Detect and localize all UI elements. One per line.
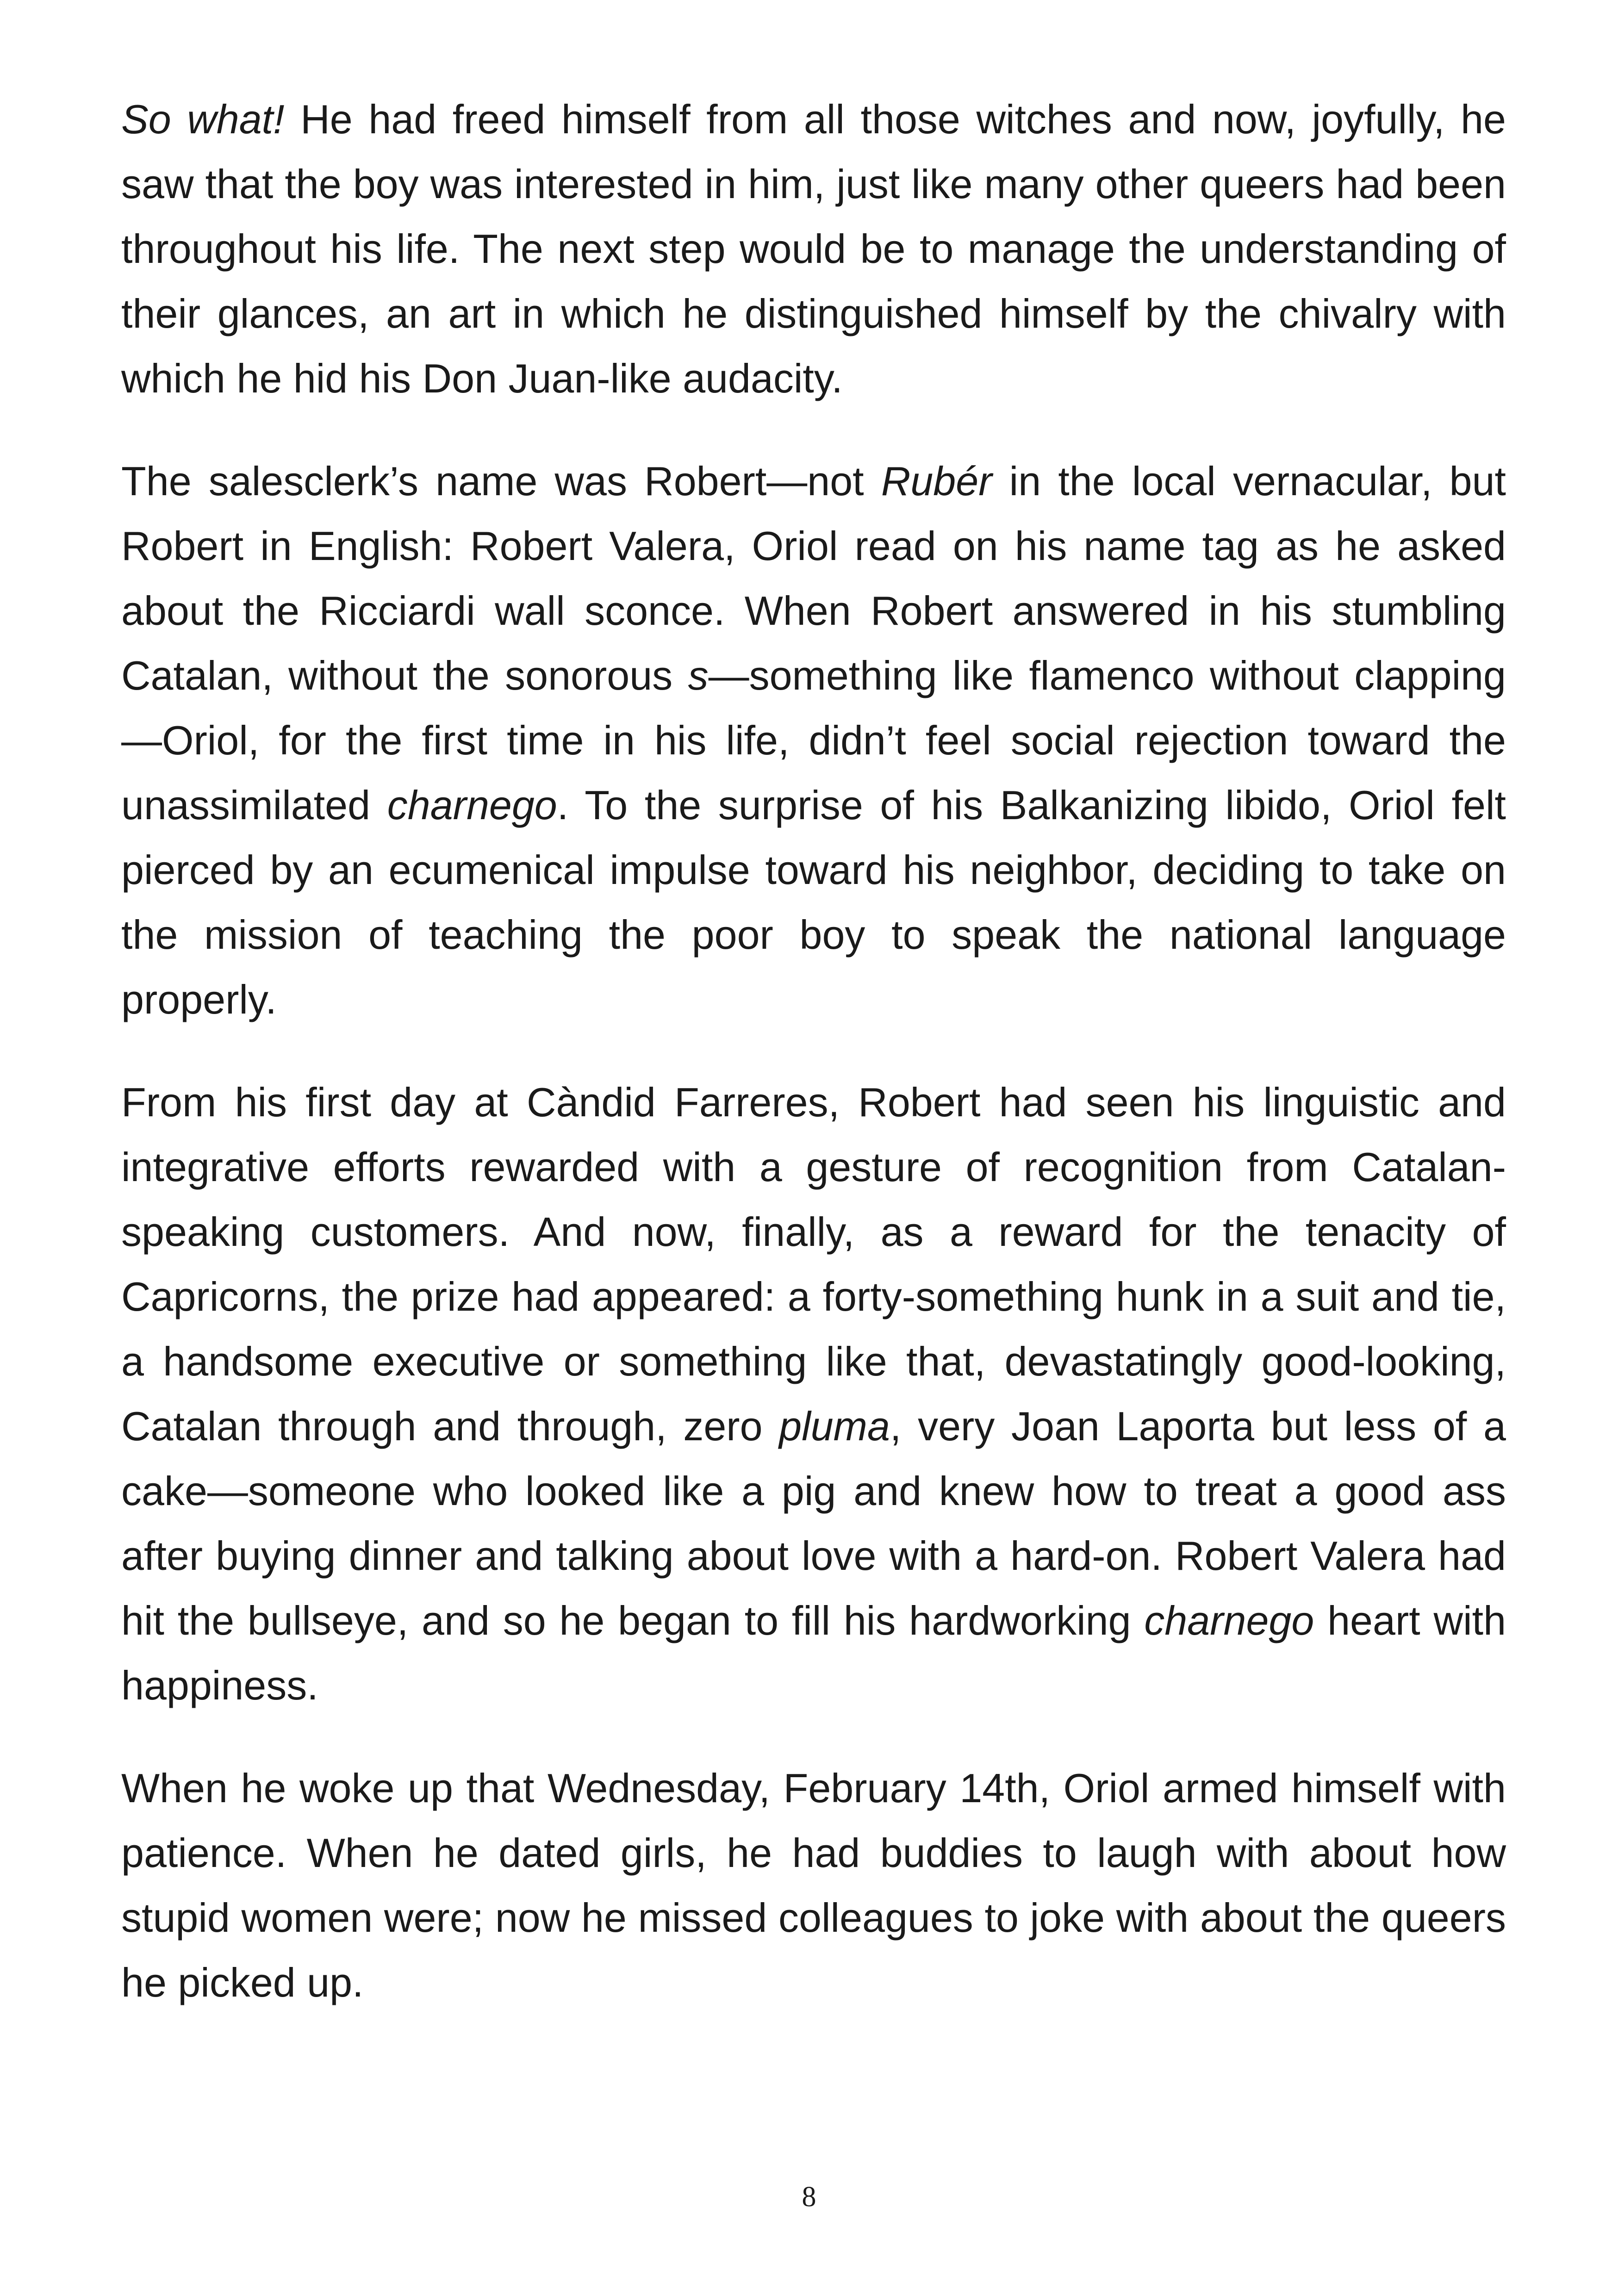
paragraph-text: . To the surprise of his Balkanizing libido, Oriol felt pierced by an ecumenical impulse toward his neighbor, deciding to take on the mission of teaching the poor boy to speak the national language properly. <box>121 782 1506 1022</box>
page-number: 8 <box>802 2181 816 2213</box>
paragraph-2 <box>121 449 1506 1032</box>
paragraph-text: heart with happiness. <box>121 1598 1506 1708</box>
paragraph-text: When he woke up that Wednesday, February 14th, Oriol armed himself with patience. When he dated girls, he had buddies to laugh with about how stupid women were; now he missed colleagues to joke with about the queers he picked up. <box>121 1765 1506 2005</box>
paragraph-3 <box>121 1070 1506 1718</box>
paragraph-text: The salesclerk’s name was Robert—not <box>121 458 881 504</box>
paragraph-text: in the local vernacular, but Robert in English: Robert Valera, Oriol read on his name tag as he asked about the Ricciardi wall sconce. When Robert answered in his stumbling Catalan, without the sonorous <box>121 458 1506 698</box>
italic-phrase: s <box>688 653 709 698</box>
paragraph-text: , very Joan Laporta but less of a cake—someone who looked like a pig and knew how to treat a good ass after buying dinner and talking about love with a hard-on. Robert Valera had hit the bullseye, and so he began to fill his hardworking <box>121 1403 1506 1643</box>
book-page-body <box>121 87 1506 2053</box>
paragraph-4 <box>121 1756 1506 2015</box>
paragraph-text: From his first day at Càndid Farreres, Robert had seen his linguistic and integrative efforts rewarded with a gesture of recognition from Catalan-speaking customers. And now, finally, as a reward for the tenacity of Capricorns, the prize had appeared: a forty-something hunk in a suit and tie, a handsome executive or something like that, devastatingly good-looking, Catalan through and through, zero <box>121 1079 1506 1449</box>
italic-phrase: charnego <box>387 782 557 828</box>
italic-phrase: So what! <box>121 96 285 142</box>
paragraph-text: He had freed himself from all those witches and now, joyfully, he saw that the boy was interested in him, just like many other queers had been throughout his life. The next step would be to manage the understanding of their glances, an art in which he distinguished himself by the chivalry with which he hid his Don Juan-like audacity. <box>121 96 1506 401</box>
italic-phrase: pluma <box>779 1403 890 1449</box>
italic-phrase: Rubér <box>881 458 992 504</box>
paragraph-1 <box>121 87 1506 411</box>
italic-phrase: charnego <box>1144 1598 1314 1643</box>
paragraph-text: —something like flamenco without clapping—Oriol, for the first time in his life, didn’t feel social rejection toward the unassimilated <box>121 653 1506 828</box>
